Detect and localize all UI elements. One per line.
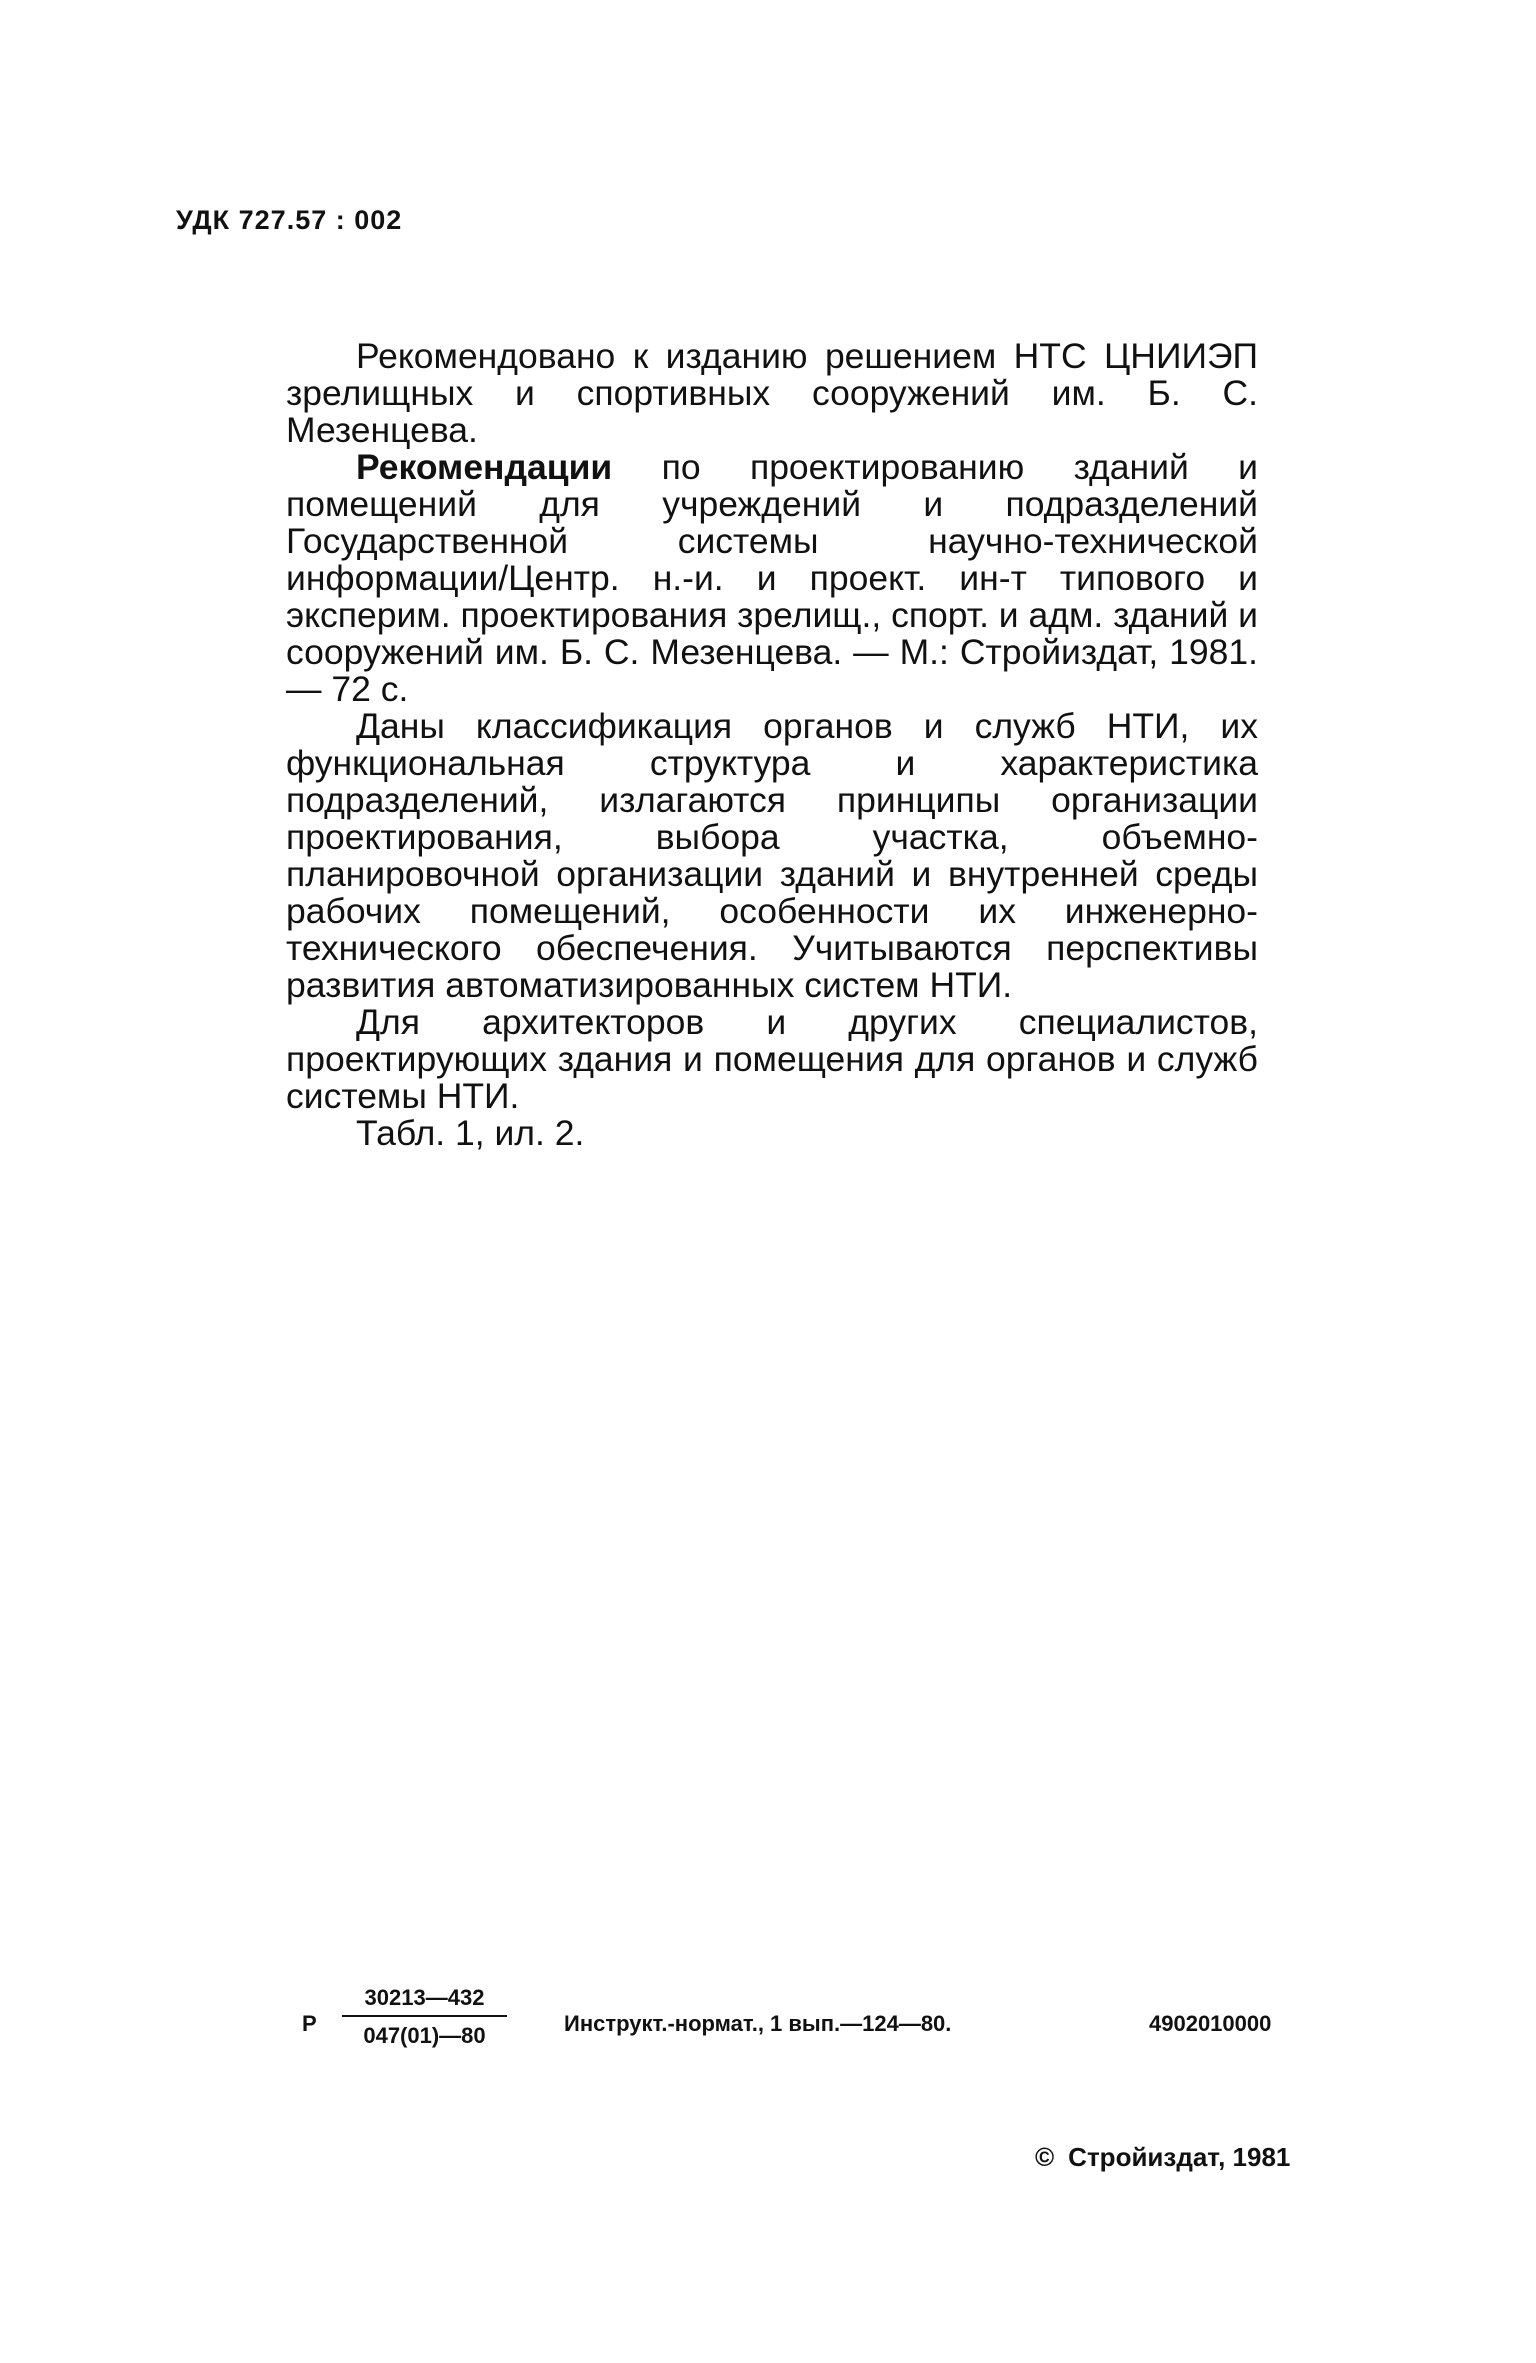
- citation-title: Рекомендации: [356, 447, 613, 487]
- citation-paragraph: [286, 449, 1258, 708]
- abstract-block: [286, 338, 1258, 1152]
- copyright-line: [1035, 2142, 1290, 2173]
- udk-code: УДК 727.57 : 002: [176, 205, 403, 235]
- recommendation-paragraph: Рекомендовано к изданию решением НТС ЦНИИЭП зрелищных и спортивных сооружений им. Б. С. Мезенцева.: [286, 336, 1258, 450]
- imprint-letter: Р: [302, 2011, 317, 2036]
- copyright-text: Стройиздат, 1981: [1068, 2142, 1291, 2172]
- description-paragraph: Даны классификация органов и служб НТИ, их функциональная структура и характеристика подразделений, излагаются принципы организации проектирования, выбора участка, объемно-планировочной организации зданий и внутренней среды рабочих помещений, особенности их инженерно-технического обеспечения. Учитываются перспективы развития автоматизированных систем НТИ.: [286, 706, 1258, 1005]
- copyright-icon: ©: [1035, 2142, 1055, 2172]
- imprint-fraction: [342, 1985, 507, 2049]
- audience-paragraph: Для архитекторов и других специалистов, проектирующих здания и помещения для органов и служб системы НТИ.: [286, 1002, 1258, 1116]
- imprint-code: 4902010000: [1149, 2011, 1272, 2036]
- citation-text: по проектированию зданий и помещений для учреждений и подразделений Государственной системы научно-технической информации/Центр. н.-и. и проект. ин-т типового и эксперим. проектирования зрелищ., спорт. и адм. зданий и сооружений им. Б. С. Мезенцева. — М.: Стройиздат, 1981. — 72 с.: [286, 447, 1259, 709]
- imprint-series: Инструкт.-нормат., 1 вып.—124—80.: [564, 2011, 952, 2036]
- imprint-line: [302, 1985, 1352, 2055]
- tables-note: Табл. 1, ил. 2.: [356, 1113, 585, 1153]
- imprint-numerator: 30213—432: [342, 1985, 507, 2017]
- imprint-denominator: 047(01)—80: [363, 2023, 486, 2048]
